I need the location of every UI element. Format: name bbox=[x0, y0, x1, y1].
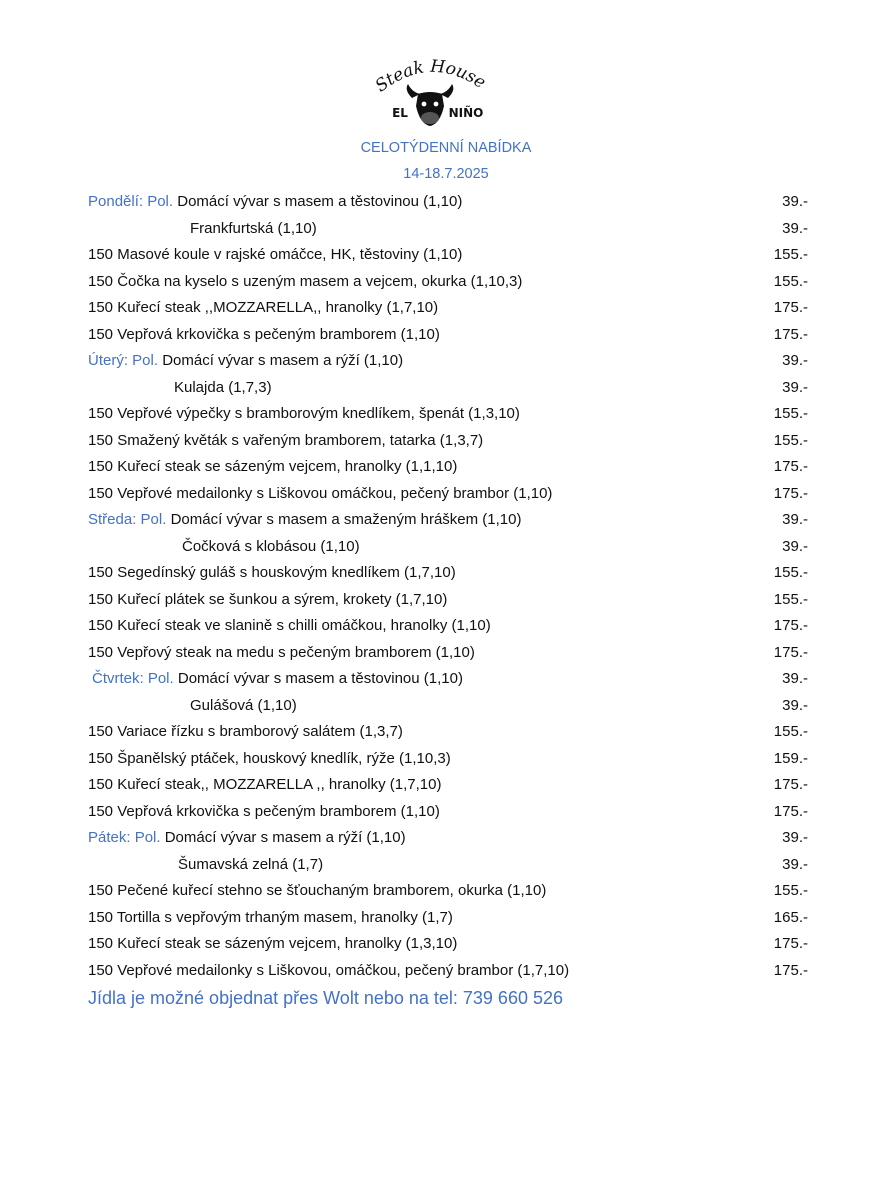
menu-item bbox=[0, 322, 892, 348]
menu-item-text bbox=[88, 189, 462, 215]
menu-item-text bbox=[88, 348, 403, 374]
dish-price: 155.- bbox=[773, 272, 808, 290]
dish-price: 175.- bbox=[773, 961, 808, 979]
menu-item bbox=[0, 295, 892, 321]
menu-item-text bbox=[88, 613, 491, 639]
dish-price: 155.- bbox=[773, 246, 808, 263]
dish-name: 150 Kuřecí plátek se šunkou a sýrem, krokety (1,7,10) bbox=[88, 590, 448, 608]
menu-item bbox=[0, 454, 892, 480]
dish-name: 150 Variace řízku s bramborový salátem (1,3,7) bbox=[88, 723, 403, 740]
order-info: Jídla je možné objednat přes Wolt nebo na tel: 739 660 526 bbox=[88, 988, 563, 1008]
menu-item bbox=[0, 693, 892, 719]
menu-item-text bbox=[88, 295, 438, 321]
menu-item-text bbox=[88, 931, 457, 957]
menu-item-text bbox=[88, 719, 403, 745]
menu-item bbox=[0, 269, 892, 295]
menu-item bbox=[0, 587, 892, 613]
dish-price: 175.- bbox=[773, 776, 808, 793]
menu-item bbox=[0, 852, 892, 878]
dish-name: 150 Kuřecí steak ve slanině s chilli omáčkou, hranolky (1,10) bbox=[88, 617, 491, 634]
steakhouse-logo bbox=[360, 54, 500, 134]
dish-price: 39.- bbox=[782, 670, 808, 687]
dish-price: 175.- bbox=[773, 935, 808, 952]
day-label: Pátek: Pol. bbox=[88, 829, 161, 846]
menu-item-text bbox=[88, 640, 475, 666]
menu-item-text bbox=[190, 216, 317, 242]
menu-item-text bbox=[88, 507, 522, 533]
menu-item-text bbox=[88, 401, 520, 427]
dish-price: 175.- bbox=[773, 299, 808, 316]
dish-name: Domácí vývar s masem a rýží (1,10) bbox=[164, 829, 406, 846]
dish-name: Domácí vývar s masem a těstovinou (1,10) bbox=[177, 670, 463, 687]
dish-name: 150 Vepřový steak na medu s pečeným bramborem (1,10) bbox=[88, 643, 475, 661]
dish-price: 155.- bbox=[773, 590, 808, 608]
menu-item bbox=[0, 825, 892, 851]
dish-price: 39.- bbox=[782, 352, 808, 369]
dish-price: 165.- bbox=[773, 908, 808, 926]
menu-item bbox=[0, 931, 892, 957]
menu-item-text bbox=[88, 905, 453, 931]
menu-item bbox=[0, 905, 892, 931]
dish-price: 39.- bbox=[782, 696, 808, 714]
svg-text:Steak House bbox=[372, 57, 489, 97]
dish-name: 150 Vepřové medailonky s Liškovou omáčkou, pečený brambor (1,10) bbox=[88, 484, 553, 502]
menu-item bbox=[0, 613, 892, 639]
menu-item bbox=[0, 481, 892, 507]
dish-price: 155.- bbox=[773, 405, 808, 422]
dish-name: 150 Španělský ptáček, houskový knedlík, rýže (1,10,3) bbox=[88, 749, 451, 767]
dish-name: Čočková s klobásou (1,10) bbox=[182, 537, 360, 555]
dish-name: Domácí vývar s masem a těstovinou (1,10) bbox=[177, 193, 463, 210]
menu-item bbox=[0, 958, 892, 984]
dish-name: 150 Kuřecí steak se sázeným vejcem, hranolky (1,1,10) bbox=[88, 458, 458, 475]
dish-price: 159.- bbox=[773, 749, 808, 767]
menu-item bbox=[0, 878, 892, 904]
dish-name: 150 Masové koule v rajské omáčce, HK, těstoviny (1,10) bbox=[88, 246, 463, 263]
menu-item-text bbox=[88, 958, 569, 984]
day-label: Středa: Pol. bbox=[88, 511, 167, 528]
dish-name: 150 Pečené kuřecí stehno se šťouchaným bramborem, okurka (1,10) bbox=[88, 882, 547, 899]
menu-item-text bbox=[88, 825, 406, 851]
dish-price: 175.- bbox=[773, 458, 808, 475]
menu-item bbox=[0, 666, 892, 692]
dish-price: 39.- bbox=[782, 855, 808, 873]
dish-price: 155.- bbox=[773, 723, 808, 740]
menu-item-text bbox=[88, 560, 456, 586]
dish-name: 150 Smažený květák s vařeným bramborem, tatarka (1,3,7) bbox=[88, 431, 484, 449]
dish-price: 155.- bbox=[773, 882, 808, 899]
menu-item bbox=[0, 534, 892, 560]
day-label: Čtvrtek: Pol. bbox=[92, 670, 174, 687]
dish-name: Domácí vývar s masem a smaženým hráškem (1,10) bbox=[170, 511, 522, 528]
menu-item-text bbox=[88, 772, 442, 798]
menu-item-text bbox=[88, 322, 440, 348]
menu-item bbox=[0, 375, 892, 401]
dish-name: 150 Vepřová krkovička s pečeným bramborem (1,10) bbox=[88, 802, 440, 820]
dish-price: 155.- bbox=[773, 564, 808, 581]
menu-item bbox=[0, 428, 892, 454]
dish-price: 39.- bbox=[782, 193, 808, 210]
dish-name: Frankfurtská (1,10) bbox=[190, 219, 317, 237]
dish-name: 150 Kuřecí steak se sázeným vejcem, hranolky (1,3,10) bbox=[88, 935, 458, 952]
dish-price: 175.- bbox=[773, 643, 808, 661]
bull-head-icon bbox=[407, 84, 454, 126]
menu-item-text bbox=[190, 693, 297, 719]
dish-name: 150 Vepřová krkovička s pečeným bramborem (1,10) bbox=[88, 325, 440, 343]
day-label: Úterý: Pol. bbox=[88, 352, 159, 369]
menu-item bbox=[0, 560, 892, 586]
dish-price: 155.- bbox=[773, 431, 808, 449]
logo-brand-left: EL bbox=[392, 106, 408, 120]
dish-name: 150 Čočka na kyselo s uzeným masem a vejcem, okurka (1,10,3) bbox=[88, 272, 523, 290]
dish-name: 150 Vepřové medailonky s Liškovou, omáčkou, pečený brambor (1,7,10) bbox=[88, 961, 570, 979]
dish-price: 175.- bbox=[773, 325, 808, 343]
menu-item-text bbox=[88, 242, 462, 268]
menu-item bbox=[0, 401, 892, 427]
dish-name: 150 Kuřecí steak,, MOZZARELLA ,, hranolky (1,7,10) bbox=[88, 776, 442, 793]
menu-title: CELOTÝDENNÍ NABÍDKA bbox=[360, 140, 532, 156]
dish-name: 150 Segedínský guláš s houskovým knedlíkem (1,7,10) bbox=[88, 564, 456, 581]
logo-brand-right: NIÑO bbox=[448, 106, 484, 120]
menu-item-text bbox=[88, 587, 447, 613]
dish-name: 150 Tortilla s vepřovým trhaným masem, hranolky (1,7) bbox=[88, 908, 453, 926]
dish-name: Kulajda (1,7,3) bbox=[174, 378, 272, 396]
dish-name: Gulášová (1,10) bbox=[190, 696, 297, 714]
menu-item bbox=[0, 348, 892, 374]
dish-price: 175.- bbox=[773, 802, 808, 820]
menu-item bbox=[0, 772, 892, 798]
menu-item-text bbox=[88, 746, 451, 772]
dish-name: Šumavská zelná (1,7) bbox=[178, 855, 324, 873]
dish-name: 150 Vepřové výpečky s bramborovým knedlíkem, špenát (1,3,10) bbox=[88, 405, 520, 422]
menu-item bbox=[0, 746, 892, 772]
dish-name: 150 Kuřecí steak ,,MOZZARELLA,, hranolky (1,7,10) bbox=[88, 299, 439, 316]
menu-item-text bbox=[174, 375, 272, 401]
menu-item bbox=[0, 216, 892, 242]
menu-item-text bbox=[182, 534, 360, 560]
logo-script-text: Steak House bbox=[371, 56, 490, 97]
dish-price: 175.- bbox=[773, 617, 808, 634]
dish-price: 39.- bbox=[782, 378, 808, 396]
menu-item-text bbox=[88, 269, 522, 295]
dish-price: 39.- bbox=[782, 219, 808, 237]
menu-item bbox=[0, 507, 892, 533]
menu-item bbox=[0, 799, 892, 825]
dish-price: 175.- bbox=[773, 484, 808, 502]
menu-item bbox=[0, 189, 892, 215]
menu-item-text bbox=[88, 454, 457, 480]
menu-item bbox=[0, 242, 892, 268]
dish-price: 39.- bbox=[782, 829, 808, 846]
menu-item-text bbox=[92, 666, 463, 692]
menu-item bbox=[0, 640, 892, 666]
menu-item-text bbox=[88, 878, 546, 904]
menu-dates: 14-18.7.2025 bbox=[403, 166, 489, 182]
dish-price: 39.- bbox=[782, 511, 808, 528]
menu-item-text bbox=[88, 799, 440, 825]
menu-item-text bbox=[178, 852, 323, 878]
day-label: Pondělí: Pol. bbox=[88, 193, 174, 210]
dish-price: 39.- bbox=[782, 537, 808, 555]
menu-item bbox=[0, 719, 892, 745]
menu-item-text bbox=[88, 428, 483, 454]
dish-name: Domácí vývar s masem a rýží (1,10) bbox=[162, 352, 404, 369]
menu-item-text bbox=[88, 481, 552, 507]
